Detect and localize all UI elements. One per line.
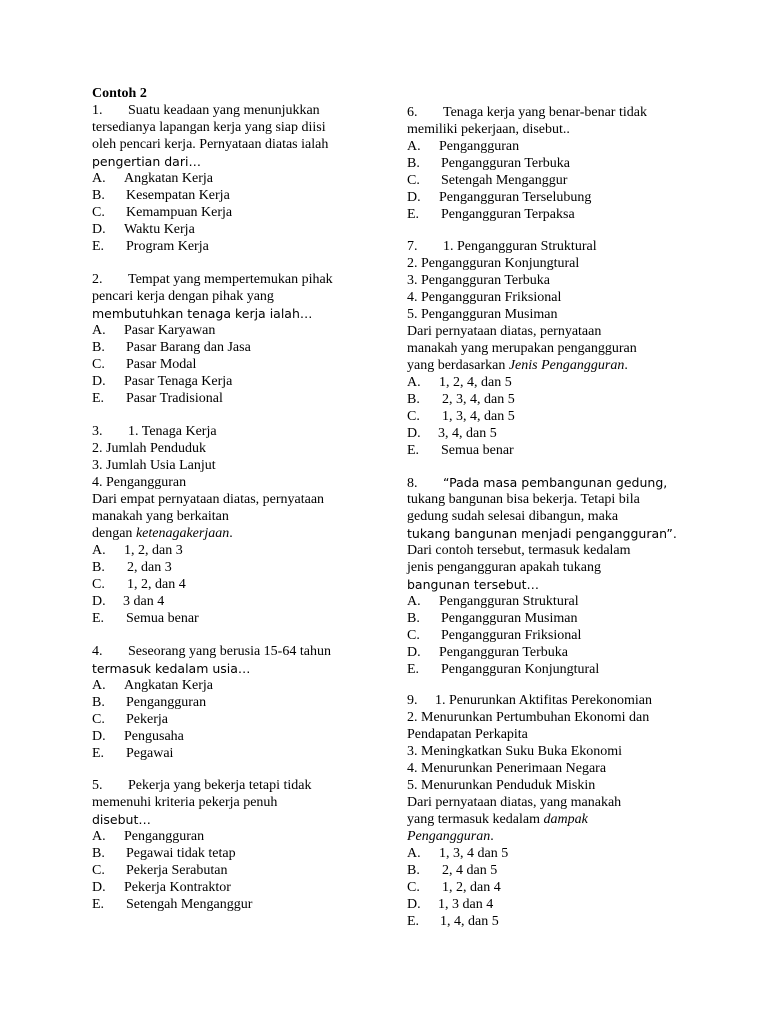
option-b: B. Pasar Barang dan Jasa [92, 340, 251, 355]
question-1-line: pengertian dari… [92, 154, 201, 169]
option-b: B. 2, dan 3 [92, 560, 172, 575]
question-1-line: tersedianya lapangan kerja yang siap diisi [92, 120, 326, 135]
question-6-line: 6. Tenaga kerja yang benar-benar tidak [407, 105, 647, 120]
option-a: A. 1, 2, dan 3 [92, 543, 183, 558]
question-1-line: 1. Suatu keadaan yang menunjukkan [92, 103, 320, 118]
question-9-line: yang termasuk kedalam dampak [407, 812, 588, 827]
option-c: C. Pasar Modal [92, 357, 197, 372]
question-2-line: pencari kerja dengan pihak yang [92, 289, 274, 304]
option-d: D. Waktu Kerja [92, 222, 195, 237]
option-e: E. Program Kerja [92, 239, 209, 254]
option-d: D. 1, 3 dan 4 [407, 897, 494, 912]
question-8-line: tukang bangunan menjadi pengangguran”. [407, 526, 677, 541]
option-c: C. Pekerja [92, 712, 168, 727]
option-b: B. Pegawai tidak tetap [92, 846, 236, 861]
option-a: A. Pengangguran [407, 139, 520, 154]
statement-item: 5. Menurunkan Penduduk Miskin [407, 778, 596, 793]
option-c: C. 1, 2, dan 4 [407, 880, 501, 895]
option-e: E. Pengangguran Terpaksa [407, 207, 575, 222]
option-d: D. Pekerja Kontraktor [92, 880, 231, 895]
question-7-line: Dari pernyataan diatas, pernyataan [407, 324, 602, 339]
option-d: D. Pengusaha [92, 729, 184, 744]
question-8-line: 8. “Pada masa pembangunan gedung, [407, 475, 668, 491]
question-4-line: termasuk kedalam usia… [92, 661, 251, 676]
statement-item: 4. Menurunkan Penerimaan Negara [407, 761, 607, 776]
statement-item: 3. Meningkatkan Suku Buka Ekonomi [407, 744, 623, 759]
option-b: B. 2, 4 dan 5 [407, 863, 498, 878]
question-5-line: disebut… [92, 812, 151, 827]
question-4-line: 4. Seseorang yang berusia 15-64 tahun [92, 644, 331, 659]
question-8-line: gedung sudah selesai dibangun, maka [407, 509, 619, 524]
statement-item: 4. Pengangguran Friksional [407, 290, 562, 305]
option-a: A. Angkatan Kerja [92, 678, 214, 693]
statement-item: 4. Pengangguran [92, 475, 187, 490]
statement-item: 2. Pengangguran Konjungtural [407, 256, 580, 271]
option-a: A. Pengangguran Struktural [407, 594, 579, 609]
option-e: E. Semua benar [407, 443, 514, 458]
option-d: D. 3 dan 4 [92, 594, 165, 609]
page-title: Contoh 2 [92, 86, 147, 101]
question-7-line: 7. 1. Pengangguran Struktural [407, 239, 597, 254]
statement-item: 2. Menurunkan Pertumbuhan Ekonomi dan [407, 710, 650, 725]
question-7-line: manakah yang merupakan pengangguran [407, 341, 637, 356]
option-c: C. 1, 3, 4, dan 5 [407, 409, 515, 424]
question-7-line: yang berdasarkan Jenis Pengangguran. [407, 358, 628, 373]
question-5-line: memenuhi kriteria pekerja penuh [92, 795, 278, 810]
option-b: B. Pengangguran Musiman [407, 611, 578, 626]
option-c: C. Setengah Menganggur [407, 173, 568, 188]
question-8-line: bangunan tersebut… [407, 577, 540, 592]
option-c: C. Pengangguran Friksional [407, 628, 582, 643]
option-e: E. Pasar Tradisional [92, 391, 223, 406]
question-9-line: Dari pernyataan diatas, yang manakah [407, 795, 622, 810]
question-8-line: jenis pengangguran apakah tukang [407, 560, 601, 575]
option-c: C. Pekerja Serabutan [92, 863, 228, 878]
option-e: E. Semua benar [92, 611, 199, 626]
question-9-line: Pengangguran. [407, 829, 494, 844]
option-d: D. Pengangguran Terselubung [407, 190, 592, 205]
question-3-line: Dari empat pernyataan diatas, pernyataan [92, 492, 325, 507]
statement-item: 5. Pengangguran Musiman [407, 307, 558, 322]
option-c: C. 1, 2, dan 4 [92, 577, 186, 592]
question-5-line: 5. Pekerja yang bekerja tetapi tidak [92, 778, 312, 793]
question-1-line: oleh pencari kerja. Pernyataan diatas ialah [92, 137, 329, 152]
question-8-line: Dari contoh tersebut, termasuk kedalam [407, 543, 631, 558]
option-b: B. Pengangguran [92, 695, 207, 710]
option-e: E. Pengangguran Konjungtural [407, 662, 600, 677]
option-d: D. Pengangguran Terbuka [407, 645, 569, 660]
question-2-line: 2. Tempat yang mempertemukan pihak [92, 272, 333, 287]
option-d: D. 3, 4, dan 5 [407, 426, 497, 441]
option-a: A. Pasar Karyawan [92, 323, 216, 338]
statement-item: 2. Jumlah Penduduk [92, 441, 206, 456]
option-d: D. Pasar Tenaga Kerja [92, 374, 233, 389]
option-a: A. Angkatan Kerja [92, 171, 214, 186]
statement-item: 3. Pengangguran Terbuka [407, 273, 551, 288]
option-a: A. Pengangguran [92, 829, 205, 844]
question-9-line: 9. 1. Penurunkan Aktifitas Perekonomian [407, 693, 652, 708]
question-8-line: tukang bangunan bisa bekerja. Tetapi bila [407, 492, 640, 507]
option-a: A. 1, 3, 4 dan 5 [407, 846, 509, 861]
option-b: B. Pengangguran Terbuka [407, 156, 571, 171]
question-3-line: manakah yang berkaitan [92, 509, 229, 524]
question-2-line: membutuhkan tenaga kerja ialah… [92, 306, 313, 321]
option-b: B. 2, 3, 4, dan 5 [407, 392, 515, 407]
question-3-line: 3. 1. Tenaga Kerja [92, 424, 217, 439]
question-3-line: dengan ketenagakerjaan. [92, 526, 233, 541]
option-e: E. Setengah Menganggur [92, 897, 253, 912]
statement-item: Pendapatan Perkapita [407, 727, 528, 742]
question-6-line: memiliki pekerjaan, disebut.. [407, 122, 570, 137]
option-c: C. Kemampuan Kerja [92, 205, 233, 220]
option-a: A. 1, 2, 4, dan 5 [407, 375, 512, 390]
statement-item: 3. Jumlah Usia Lanjut [92, 458, 216, 473]
option-e: E. 1, 4, dan 5 [407, 914, 499, 929]
option-e: E. Pegawai [92, 746, 174, 761]
option-b: B. Kesempatan Kerja [92, 188, 230, 203]
